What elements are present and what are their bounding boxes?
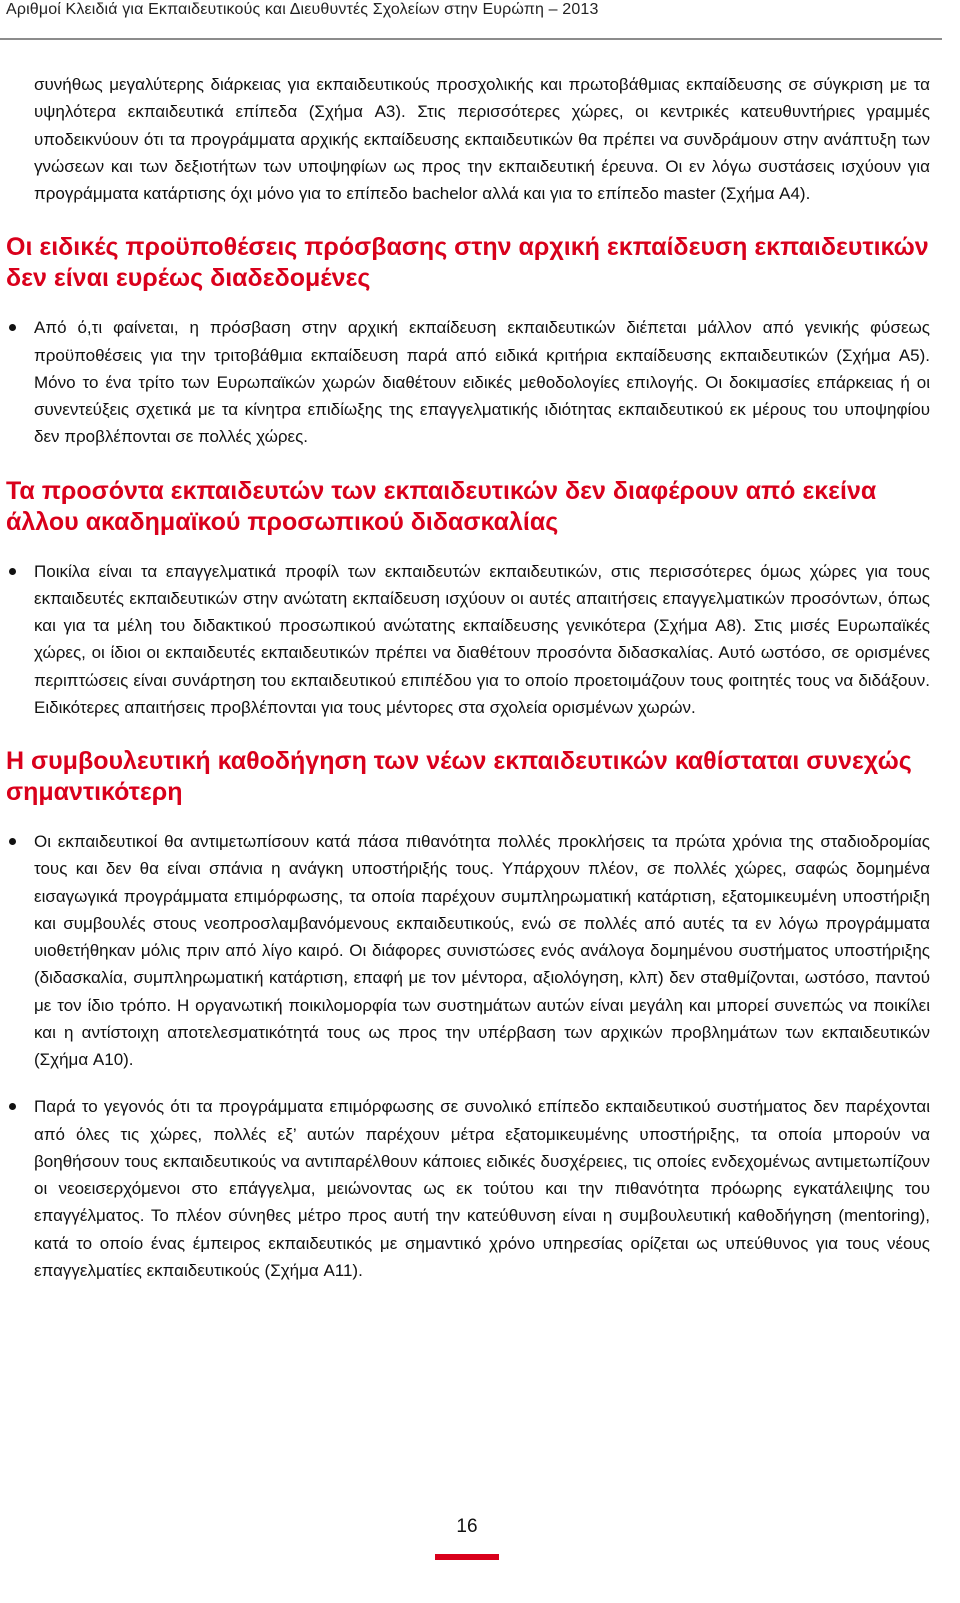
bullet-text: Οι εκπαιδευτικοί θα αντιμετωπίσουν κατά πάσα πιθανότητα πολλές προκλήσεις τα πρώτα χρόνια της σταδιοδρομίας τους και δεν θα είναι σπάνια η ανάγκη υποστήριξής τους. Υπάρχουν πλέον, σε πολλές χώρες, σαφώς δομημένα εισαγωγικά προγράμματα επιμόρφωσης, τα οποία παρέχουν συμπληρωματική κατάρτιση, εξατομικευμένη υποστήριξη και συμβουλές στους νεοπροσλαμβανόμενους εκπαιδευτικούς, ενώ σε πολλές από αυτές τα εν λόγω προγράμματα υιοθετήθηκαν μόλις πριν από λίγο καιρό. Οι διάφορες συνιστώσες ενός ανάλογα δομημένου συστήματος υποστήριξης (διδασκαλία, συμπληρωματική κατάρτιση, επαφή με τον μέντορα, αξιολόγηση, κλπ) δεν σταθμίζονται, ωστόσο, παντού με τον ίδιο τρόπο. Η οργανωτική ποικιλομορφία των συστημάτων αυτών είναι μεγάλη και μπορεί συνεπώς να ποικίλει και η αντίστοιχη αποτελεσματικότητά τους ως προς την υπέρβαση των αρχικών προβλημάτων των εκπαιδευτικών (Σχήμα A10). [34,832,930,1069]
intro-paragraph: συνήθως μεγαλύτερης διάρκειας για εκπαιδευτικούς προσχολικής και πρωτοβάθμιας εκπαίδευσης σε σύγκριση με τα υψηλότερα εκπαιδευτικά επίπεδα (Σχήμα A3). Στις περισσότερες χώρες, οι κεντρικές κατευθυντήριες γραμμές υποδεικνύουν ότι τα προγράμματα αρχικής εκπαίδευσης εκπαιδευτικών θα πρέπει να συνδράμουν στην ανάπτυξη των γνώσεων και των δεξιοτήτων των υποψηφίων ως προς την εκπαιδευτική έρευνα. Οι εν λόγω συστάσεις ισχύουν για προγράμματα κατάρτισης όχι μόνο για το επίπεδο bachelor αλλά και για το επίπεδο master (Σχήμα A4). [34,75,930,203]
bullet-text: Ποικίλα είναι τα επαγγελματικά προφίλ των εκπαιδευτών εκπαιδευτικών, στις περισσότερες όμως χώρες για τους εκπαιδευτές εκπαιδευτικών στην ανώτατη εκπαίδευση ισχύουν οι αυτές απαιτήσεις επαγγελματικών προσόντων, όπως και για τα μέλη του διδακτικού προσωπικού ανώτατης εκπαίδευσης γενικότερα (Σχήμα A8). Στις μισές Ευρωπαϊκές χώρες, οι ίδιοι οι εκπαιδευτές εκπαιδευτικών πρέπει να διαθέτουν προσόντα διδασκαλίας. Αυτό ωστόσο, σε ορισμένες περιπτώσεις είναι συνάρτηση του εκπαιδευτικού επιπέδου για το οποίο προετοιμάζουν τους φοιτητές τους να διδάξουν. Ειδικότερες απαιτήσεις προβλέπονται για τους μέντορες στα σχολεία ορισμένων χωρών. [34,561,930,717]
bullet-dot-icon [9,324,16,331]
bullet-item [34,1093,930,1284]
page-header [0,0,960,38]
bullet-item [34,314,930,450]
section-heading-educators: Τα προσόντα εκπαιδευτών των εκπαιδευτικών δεν διαφέρουν από εκείνα άλλου ακαδημαϊκού προσωπικού διδασκαλίας [6,476,877,536]
section-heading-mentoring: Η συμβουλευτική καθοδήγηση των νέων εκπαιδευτικών καθίσταται συνεχώς σημαντικότερη [6,747,912,806]
section-heading-access: Οι ειδικές προϋποθέσεις πρόσβασης στην αρχική εκπαίδευση εκπαιδευτικών δεν είναι ευρέως διαδεδομένες [6,233,929,293]
page-number: 16 [456,1516,478,1537]
bullet-dot-icon [9,1103,16,1110]
bullet-item [34,828,930,1073]
header-divider [0,38,942,40]
bullet-text: Από ό,τι φαίνεται, η πρόσβαση στην αρχική εκπαίδευση εκπαιδευτικών διέπεται μάλλον από γενικής φύσεως προϋποθέσεις για την τριτοβάθμια εκπαίδευση παρά από ειδικά κριτήρια εκπαίδευσης εκπαιδευτικών (Σχήμα A5). Μόνο το ένα τρίτο των Ευρωπαϊκών χωρών διαθέτουν ειδικές μεθοδολογίες επιλογής. Οι δοκιμασίες επάρκειας ή οι συνεντεύξεις σχετικά με τα κίνητρα επιδίωξης της επαγγελματικής ιδιότητας εκπαιδευτικού εκ μέρους του υποψηφίου δεν προβλέπονται σε πολλές χώρες. [34,318,930,447]
bullet-dot-icon [9,568,16,575]
bullet-item [34,558,930,722]
bullet-text: Παρά το γεγονός ότι τα προγράμματα επιμόρφωσης σε συνολικό επίπεδο εκπαιδευτικού συστήματος δεν παρέχονται από όλες τις χώρες, πολλές εξ’ αυτών παρέχουν μέτρα εξατομικευμένης υποστήριξης, τα οποία μπορούν να βοηθήσουν τους εκπαιδευτικούς να αντιπαρέλθουν κάποιες ειδικές δυσχέρειες, τις οποίες ενδεχομένως αντιμετωπίζουν οι νεοεισερχόμενοι στο επάγγελμα, μειώνοντας ως εκ τούτου και την πιθανότητα πρόωρης εγκατάλειψης του επαγγέλματος. Το πλέον σύνηθες μέτρο προς αυτή την κατεύθυνση είναι η συμβουλευτική καθοδήγηση (mentoring), κατά το οποίο ένας έμπειρος εκπαιδευτικός με σημαντικό χρόνο υπηρεσίας ορίζεται ως υπεύθυνος για τους νέους επαγγελματίες εκπαιδευτικούς (Σχήμα A11). [34,1097,930,1280]
running-header-title: Αριθμοί Κλειδιά για Εκπαιδευτικούς και Διευθυντές Σχολείων στην Ευρώπη – 2013 [6,1,599,18]
page-content [6,71,930,1284]
bullet-dot-icon [9,838,16,845]
footer-accent-bar [435,1554,499,1560]
